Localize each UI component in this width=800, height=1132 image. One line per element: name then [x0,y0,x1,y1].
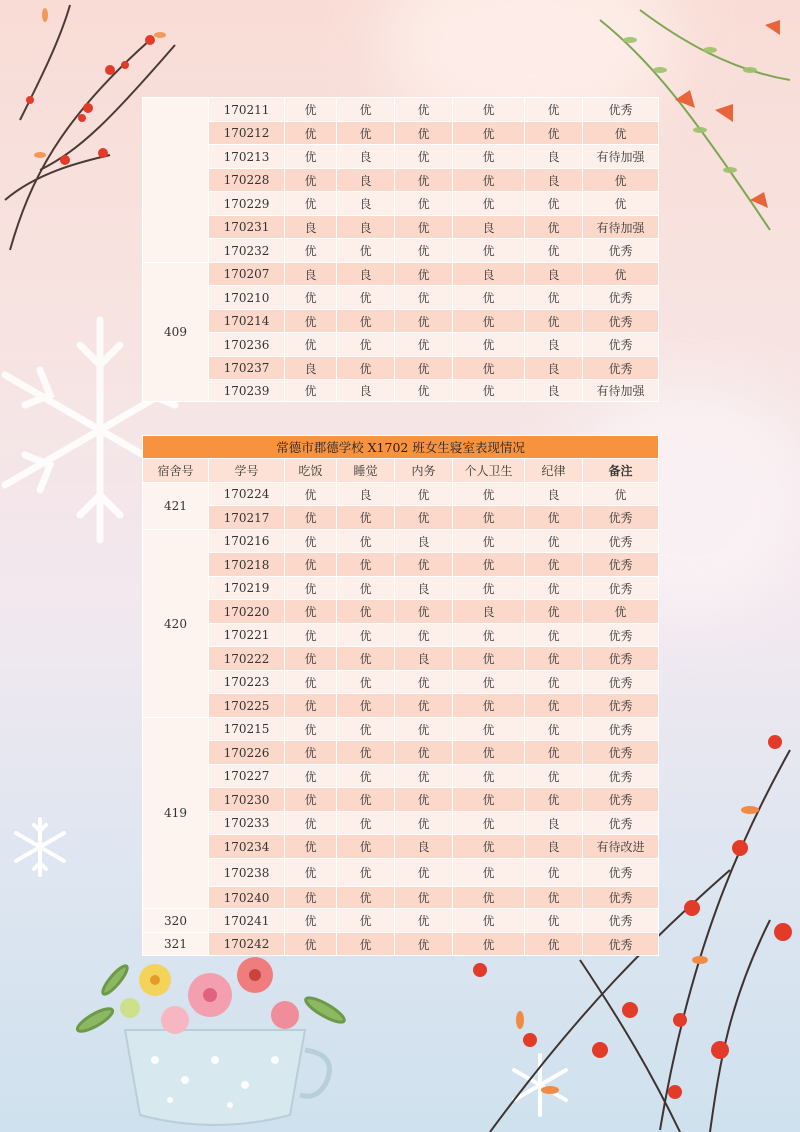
room-number: 320 [143,909,209,933]
cell-sleep: 优 [337,887,395,909]
table-row [143,239,659,263]
cell-remarks: 优 [583,169,659,192]
cell-student-id: 170238 [209,859,285,887]
header-discipline: 纪律 [525,459,583,483]
table-row [143,887,659,909]
cell-sleep: 优 [337,553,395,577]
cell-hygiene: 优 [453,169,525,192]
cell-sleep: 优 [337,812,395,835]
cell-housekeeping: 优 [395,553,453,577]
cell-meals: 优 [285,333,337,357]
header-housekeeping: 内务 [395,459,453,483]
header-hygiene: 个人卫生 [453,459,525,483]
cell-discipline: 优 [525,671,583,694]
cell-housekeeping: 优 [395,909,453,933]
cell-discipline: 良 [525,145,583,169]
table-row [143,530,659,553]
cell-hygiene: 优 [453,530,525,553]
cell-meals: 优 [285,122,337,145]
cell-meals: 优 [285,600,337,624]
cell-meals: 优 [285,553,337,577]
cell-discipline: 优 [525,788,583,812]
cell-student-id: 170226 [209,741,285,765]
cell-hygiene: 优 [453,380,525,402]
cell-hygiene: 优 [453,553,525,577]
cell-discipline: 良 [525,835,583,859]
cell-hygiene: 良 [453,216,525,239]
cell-sleep: 优 [337,530,395,553]
cell-remarks: 优秀 [583,357,659,380]
cell-student-id: 170218 [209,553,285,577]
cell-hygiene: 优 [453,506,525,530]
cell-student-id: 170211 [209,98,285,122]
cell-remarks: 优秀 [583,239,659,263]
cell-meals: 优 [285,192,337,216]
cell-discipline: 优 [525,859,583,887]
cell-hygiene: 优 [453,624,525,647]
cell-housekeeping: 良 [395,647,453,671]
small-snowflake-icon [8,815,72,879]
cell-meals: 优 [285,694,337,718]
cell-hygiene: 优 [453,647,525,671]
cell-hygiene: 优 [453,671,525,694]
cell-student-id: 170230 [209,788,285,812]
table-row [143,788,659,812]
cell-remarks: 优秀 [583,530,659,553]
cell-housekeeping: 优 [395,310,453,333]
cell-housekeeping: 优 [395,741,453,765]
cell-hygiene: 优 [453,577,525,600]
cell-housekeeping: 优 [395,122,453,145]
cell-hygiene: 优 [453,98,525,122]
cell-sleep: 优 [337,624,395,647]
cell-discipline: 良 [525,263,583,286]
cell-remarks: 优秀 [583,909,659,933]
cell-hygiene: 优 [453,694,525,718]
cell-discipline: 良 [525,333,583,357]
cell-remarks: 有待加强 [583,380,659,402]
cell-hygiene: 优 [453,310,525,333]
cell-sleep: 优 [337,933,395,956]
cell-remarks: 优秀 [583,506,659,530]
cell-hygiene: 优 [453,835,525,859]
cell-student-id: 170220 [209,600,285,624]
cell-hygiene: 优 [453,483,525,506]
room-number: 321 [143,933,209,956]
table-row [143,577,659,600]
cell-student-id: 170229 [209,192,285,216]
cell-sleep: 优 [337,718,395,741]
cell-housekeeping: 优 [395,483,453,506]
cell-hygiene: 优 [453,122,525,145]
cell-sleep: 优 [337,239,395,263]
room-number: 409 [143,263,209,402]
table-row [143,263,659,286]
cell-meals: 优 [285,647,337,671]
cell-housekeeping: 优 [395,239,453,263]
header-room: 宿舍号 [143,459,209,483]
cell-sleep: 优 [337,506,395,530]
cell-hygiene: 优 [453,765,525,788]
cell-housekeeping: 优 [395,380,453,402]
table-row [143,483,659,506]
cell-student-id: 170215 [209,718,285,741]
cell-meals: 优 [285,812,337,835]
cell-meals: 优 [285,239,337,263]
cell-meals: 优 [285,530,337,553]
cell-discipline: 优 [525,624,583,647]
cell-hygiene: 优 [453,239,525,263]
cell-student-id: 170224 [209,483,285,506]
cell-meals: 优 [285,741,337,765]
cell-remarks: 优 [583,122,659,145]
cell-remarks: 优 [583,600,659,624]
table-title: 常德市郡德学校 X1702 班女生寝室表现情况 [143,436,659,459]
cell-housekeeping: 优 [395,506,453,530]
cell-student-id: 170239 [209,380,285,402]
room-number: 421 [143,483,209,530]
cell-meals: 优 [285,310,337,333]
table-row [143,169,659,192]
cell-housekeeping: 优 [395,333,453,357]
cell-housekeeping: 优 [395,694,453,718]
table-row [143,98,659,122]
cell-sleep: 优 [337,788,395,812]
cell-meals: 优 [285,286,337,310]
cell-housekeeping: 优 [395,263,453,286]
cell-discipline: 优 [525,909,583,933]
cell-student-id: 170223 [209,671,285,694]
cell-housekeeping: 优 [395,718,453,741]
cell-student-id: 170234 [209,835,285,859]
cell-student-id: 170214 [209,310,285,333]
cell-remarks: 优秀 [583,577,659,600]
table-row [143,192,659,216]
cell-sleep: 优 [337,694,395,718]
cell-remarks: 优秀 [583,98,659,122]
cell-housekeeping: 良 [395,835,453,859]
table-row [143,909,659,933]
cell-student-id: 170213 [209,145,285,169]
cell-student-id: 170222 [209,647,285,671]
cell-discipline: 良 [525,812,583,835]
table-row [143,380,659,402]
table-row [143,835,659,859]
cell-discipline: 良 [525,483,583,506]
cell-hygiene: 优 [453,812,525,835]
table-row [143,357,659,380]
cell-housekeeping: 优 [395,887,453,909]
cell-student-id: 170207 [209,263,285,286]
table-row [143,310,659,333]
cell-remarks: 优 [583,483,659,506]
cell-discipline: 良 [525,169,583,192]
table-row [143,145,659,169]
cell-hygiene: 优 [453,333,525,357]
table-row [143,122,659,145]
cell-discipline: 优 [525,506,583,530]
table-row [143,553,659,577]
cell-meals: 良 [285,216,337,239]
cell-student-id: 170210 [209,286,285,310]
cell-housekeeping: 优 [395,216,453,239]
table-row [143,694,659,718]
table-row [143,718,659,741]
cell-discipline: 优 [525,216,583,239]
cell-hygiene: 优 [453,286,525,310]
cell-housekeeping: 优 [395,286,453,310]
cell-meals: 优 [285,98,337,122]
cell-sleep: 优 [337,600,395,624]
cell-sleep: 优 [337,122,395,145]
cell-remarks: 优秀 [583,788,659,812]
cell-student-id: 170231 [209,216,285,239]
cell-meals: 优 [285,887,337,909]
cell-sleep: 优 [337,98,395,122]
table-row [143,671,659,694]
cell-discipline: 优 [525,577,583,600]
cell-housekeeping: 良 [395,530,453,553]
cell-discipline: 优 [525,887,583,909]
cell-remarks: 优秀 [583,286,659,310]
cell-remarks: 优秀 [583,647,659,671]
cell-remarks: 优秀 [583,310,659,333]
cell-meals: 优 [285,933,337,956]
cell-student-id: 170240 [209,887,285,909]
header-meals: 吃饭 [285,459,337,483]
cell-meals: 优 [285,169,337,192]
table-row [143,624,659,647]
cell-remarks: 优秀 [583,933,659,956]
cell-meals: 良 [285,357,337,380]
cell-meals: 优 [285,859,337,887]
cell-student-id: 170217 [209,506,285,530]
table-row [143,765,659,788]
cell-meals: 优 [285,718,337,741]
cell-remarks: 优秀 [583,624,659,647]
cell-meals: 优 [285,506,337,530]
cell-discipline: 优 [525,553,583,577]
cell-discipline: 优 [525,286,583,310]
cell-student-id: 170212 [209,122,285,145]
cell-meals: 良 [285,263,337,286]
cell-sleep: 优 [337,333,395,357]
table-row [143,333,659,357]
cell-housekeeping: 优 [395,98,453,122]
cell-hygiene: 优 [453,357,525,380]
table-row [143,506,659,530]
cell-sleep: 优 [337,577,395,600]
dorm-performance-table [142,435,659,956]
bottom-snowflake-icon [505,1050,575,1120]
cell-hygiene: 良 [453,263,525,286]
table-row [143,216,659,239]
cell-remarks: 优秀 [583,694,659,718]
cell-remarks: 优 [583,192,659,216]
cell-remarks: 优 [583,263,659,286]
cell-sleep: 优 [337,859,395,887]
cell-meals: 优 [285,788,337,812]
teacup-flowers-illustration [55,940,355,1132]
cell-housekeeping: 优 [395,671,453,694]
cell-discipline: 优 [525,718,583,741]
cell-housekeeping: 优 [395,788,453,812]
cell-discipline: 优 [525,741,583,765]
cell-remarks: 有待改进 [583,835,659,859]
cell-discipline: 优 [525,600,583,624]
cell-housekeeping: 优 [395,624,453,647]
cell-meals: 优 [285,145,337,169]
cell-sleep: 良 [337,169,395,192]
cell-remarks: 优秀 [583,859,659,887]
cell-remarks: 有待加强 [583,216,659,239]
cell-housekeeping: 优 [395,169,453,192]
cell-discipline: 优 [525,192,583,216]
table-row [143,812,659,835]
cell-meals: 优 [285,909,337,933]
cell-student-id: 170242 [209,933,285,956]
table-row [143,600,659,624]
cell-hygiene: 优 [453,192,525,216]
cell-discipline: 优 [525,122,583,145]
room-number: 420 [143,530,209,718]
cell-meals: 优 [285,483,337,506]
cell-sleep: 良 [337,483,395,506]
cell-remarks: 优秀 [583,671,659,694]
cell-sleep: 优 [337,835,395,859]
cell-hygiene: 优 [453,909,525,933]
cell-hygiene: 优 [453,887,525,909]
header-remarks: 备注 [583,459,659,483]
cell-housekeeping: 优 [395,812,453,835]
table-row [143,933,659,956]
cell-student-id: 170216 [209,530,285,553]
cell-sleep: 优 [337,310,395,333]
cell-meals: 优 [285,624,337,647]
cell-remarks: 优秀 [583,718,659,741]
cell-meals: 优 [285,577,337,600]
cell-student-id: 170233 [209,812,285,835]
cell-sleep: 良 [337,380,395,402]
cell-remarks: 优秀 [583,553,659,577]
cell-sleep: 优 [337,671,395,694]
cell-student-id: 170221 [209,624,285,647]
cell-discipline: 优 [525,647,583,671]
cell-discipline: 优 [525,310,583,333]
cell-discipline: 良 [525,357,583,380]
table-row [143,286,659,310]
cell-meals: 优 [285,765,337,788]
cell-sleep: 优 [337,647,395,671]
room-number [143,98,209,263]
room-number: 419 [143,718,209,909]
cell-discipline: 优 [525,933,583,956]
table-row [143,741,659,765]
cell-remarks: 优秀 [583,765,659,788]
cell-remarks: 优秀 [583,741,659,765]
cell-discipline: 良 [525,380,583,402]
cell-student-id: 170232 [209,239,285,263]
cell-remarks: 有待加强 [583,145,659,169]
cell-hygiene: 优 [453,718,525,741]
cell-housekeeping: 优 [395,859,453,887]
cell-sleep: 优 [337,909,395,933]
cell-discipline: 优 [525,694,583,718]
cell-housekeeping: 优 [395,192,453,216]
dorm-table-continued [142,97,659,402]
cell-housekeeping: 优 [395,600,453,624]
cell-sleep: 优 [337,357,395,380]
cell-hygiene: 优 [453,859,525,887]
cell-sleep: 优 [337,286,395,310]
cell-student-id: 170227 [209,765,285,788]
cell-student-id: 170236 [209,333,285,357]
cell-sleep: 优 [337,765,395,788]
cell-housekeeping: 优 [395,357,453,380]
cell-discipline: 优 [525,765,583,788]
cell-housekeeping: 优 [395,765,453,788]
cell-student-id: 170228 [209,169,285,192]
cell-student-id: 170225 [209,694,285,718]
cell-meals: 优 [285,380,337,402]
table-row [143,859,659,887]
cell-hygiene: 优 [453,788,525,812]
cell-housekeeping: 良 [395,577,453,600]
cell-remarks: 优秀 [583,333,659,357]
cell-remarks: 优秀 [583,887,659,909]
cell-hygiene: 优 [453,741,525,765]
cell-discipline: 优 [525,530,583,553]
cell-sleep: 良 [337,192,395,216]
cell-housekeeping: 优 [395,145,453,169]
table-row [143,647,659,671]
cell-discipline: 优 [525,98,583,122]
cell-sleep: 优 [337,741,395,765]
cell-housekeeping: 优 [395,933,453,956]
header-sleep: 睡觉 [337,459,395,483]
cell-hygiene: 良 [453,600,525,624]
cell-student-id: 170237 [209,357,285,380]
cell-sleep: 良 [337,145,395,169]
cell-hygiene: 优 [453,933,525,956]
header-student-id: 学号 [209,459,285,483]
cell-student-id: 170241 [209,909,285,933]
cell-student-id: 170219 [209,577,285,600]
cell-remarks: 优秀 [583,812,659,835]
cell-sleep: 良 [337,263,395,286]
cell-discipline: 优 [525,239,583,263]
cell-sleep: 良 [337,216,395,239]
cell-meals: 优 [285,671,337,694]
cell-meals: 优 [285,835,337,859]
cell-hygiene: 优 [453,145,525,169]
